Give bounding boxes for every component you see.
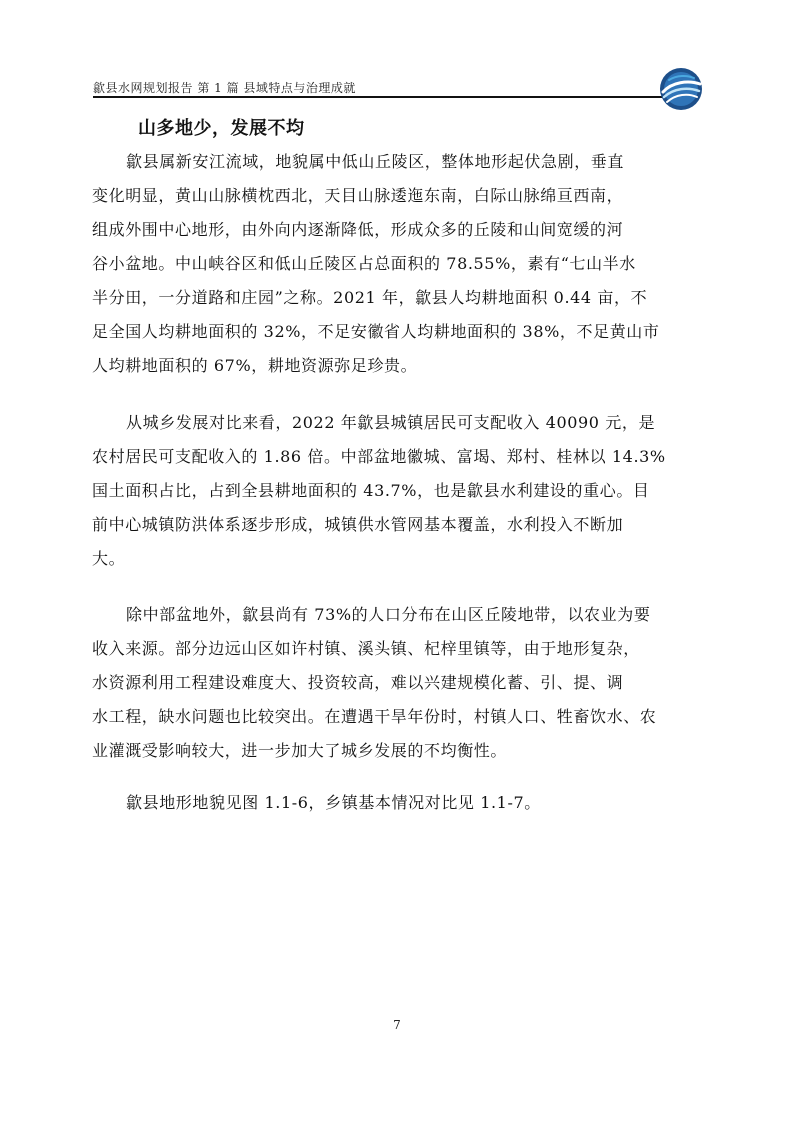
paragraph-line: 国土面积占比，占到全县耕地面积的 43.7%，也是歙县水利建设的重心。目 (92, 481, 650, 500)
paragraph-line: 人均耕地面积的 67%，耕地资源弥足珍贵。 (92, 356, 418, 375)
paragraph-line: 水资源利用工程建设难度大、投资较高，难以兴建规模化蓄、引、提、调 (92, 673, 624, 692)
paragraph-line: 从城乡发展对比来看，2022 年歙县城镇居民可支配收入 40090 元，是 (126, 413, 656, 432)
header-rule (93, 96, 673, 98)
paragraph-line: 歙县属新安江流域，地貌属中低山丘陵区，整体地形起伏急剧，垂直 (126, 152, 625, 171)
paragraph-urban-rural (92, 406, 698, 576)
header-title: 歙县水网规划报告 第 1 篇 县域特点与治理成就 (93, 81, 356, 95)
page-number: 7 (393, 1018, 401, 1032)
paragraph-figure-reference (92, 786, 698, 820)
paragraph-line: 前中心城镇防洪体系逐步形成，城镇供水管网基本覆盖，水利投入不断加 (92, 515, 624, 534)
section-title: 山多地少，发展不均 (138, 118, 305, 139)
paragraph-terrain (92, 145, 698, 383)
paragraph-line: 变化明显，黄山山脉横枕西北，天目山脉逶迤东南，白际山脉绵亘西南， (92, 186, 624, 205)
page-header (93, 76, 699, 98)
paragraph-line: 水工程，缺水问题也比较突出。在遭遇干旱年份时，村镇人口、牲畜饮水、农 (92, 707, 657, 726)
paragraph-line: 收入来源。部分边远山区如许村镇、溪头镇、杞梓里镇等，由于地形复杂， (92, 639, 640, 658)
paragraph-line: 足全国人均耕地面积的 32%，不足安徽省人均耕地面积的 38%，不足黄山市 (92, 322, 660, 341)
paragraph-line: 大。 (92, 549, 126, 568)
paragraph-line: 歙县地形地貌见图 1.1-6，乡镇基本情况对比见 1.1-7。 (126, 793, 541, 812)
paragraph-mountain-areas (92, 598, 698, 768)
paragraph-line: 农村居民可支配收入的 1.86 倍。中部盆地徽城、富堨、郑村、桂林以 14.3% (92, 447, 666, 466)
paragraph-line: 谷小盆地。中山峡谷区和低山丘陵区占总面积的 78.55%，素有“七山半水 (92, 254, 636, 273)
paragraph-line: 组成外围中心地形，由外向内逐渐降低，形成众多的丘陵和山间宽缓的河 (92, 220, 624, 239)
water-network-logo-icon (658, 66, 704, 112)
paragraph-line: 除中部盆地外，歙县尚有 73%的人口分布在山区丘陵地带，以农业为要 (126, 605, 651, 624)
paragraph-line: 半分田，一分道路和庄园”之称。2021 年，歙县人均耕地面积 0.44 亩，不 (92, 288, 648, 307)
paragraph-line: 业灌溉受影响较大，进一步加大了城乡发展的不均衡性。 (92, 741, 508, 760)
